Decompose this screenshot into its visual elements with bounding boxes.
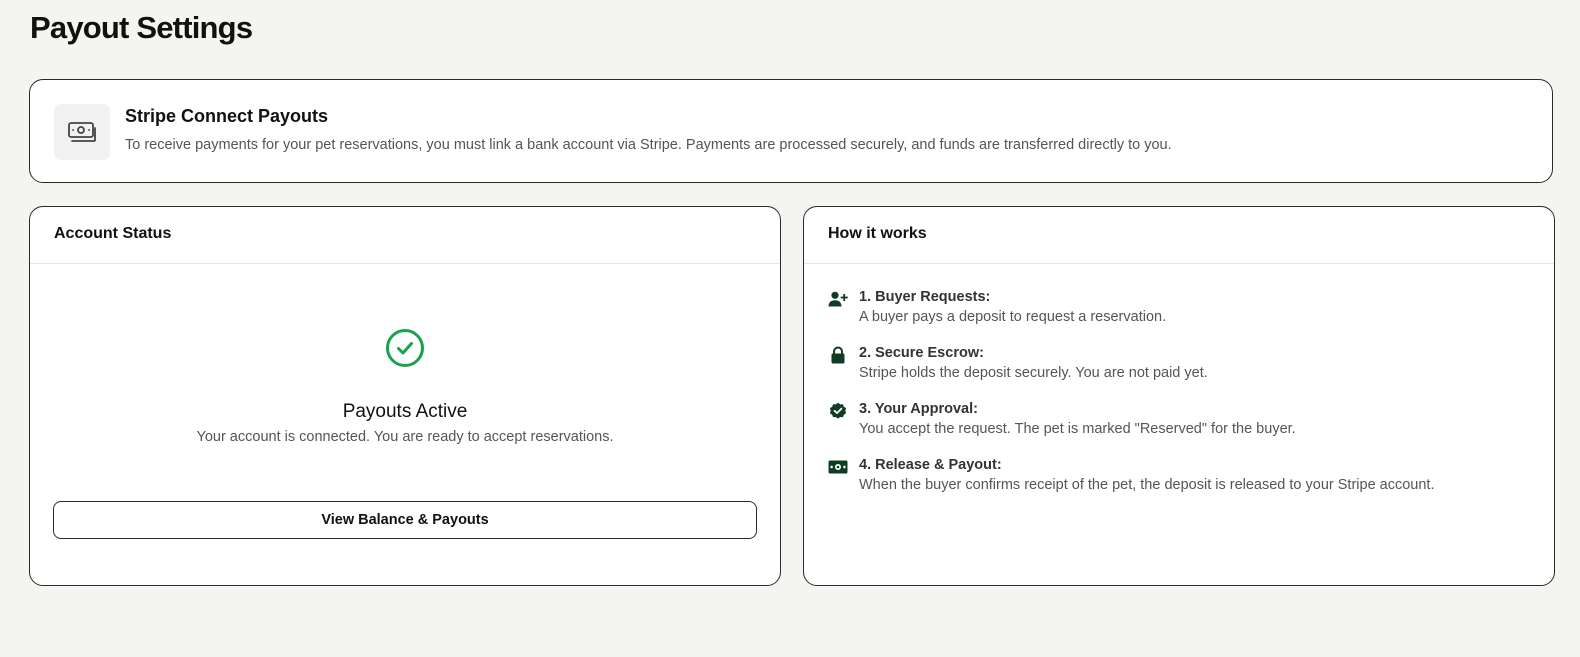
step-description: A buyer pays a deposit to request a reservation. <box>859 309 1167 325</box>
step-description: When the buyer confirms receipt of the pet, the deposit is released to your Stripe account. <box>859 477 1435 493</box>
money-bill-icon <box>828 458 848 476</box>
step-title: 3. Your Approval: <box>859 401 978 417</box>
page-title: Payout Settings <box>30 10 253 45</box>
how-it-works-card <box>803 206 1555 586</box>
lock-icon <box>828 346 848 364</box>
status-title: Payouts Active <box>342 401 468 422</box>
step-title: 2. Secure Escrow: <box>859 345 984 361</box>
check-circle-icon <box>385 328 425 368</box>
step-title: 1. Buyer Requests: <box>859 289 991 305</box>
step-description: Stripe holds the deposit securely. You are not paid yet. <box>859 365 1208 381</box>
verified-badge-icon <box>828 402 848 420</box>
step-title: 4. Release & Payout: <box>859 457 1002 473</box>
intro-description: To receive payments for your pet reservations, you must link a bank account via Stripe. Payments are processed securely, and funds are transferred directly to you. <box>125 137 1172 153</box>
user-plus-icon <box>828 290 848 308</box>
account-status-header: Account Status <box>30 207 780 264</box>
intro-title: Stripe Connect Payouts <box>125 106 329 126</box>
status-description: Your account is connected. You are ready to accept reservations. <box>196 429 614 445</box>
view-balance-button[interactable]: View Balance & Payouts <box>53 501 757 539</box>
step-description: You accept the request. The pet is marked "Reserved" for the buyer. <box>859 421 1296 437</box>
cash-icon <box>54 104 110 160</box>
stripe-connect-card <box>29 79 1553 183</box>
how-it-works-header: How it works <box>804 207 1554 264</box>
account-status-card <box>29 206 781 586</box>
